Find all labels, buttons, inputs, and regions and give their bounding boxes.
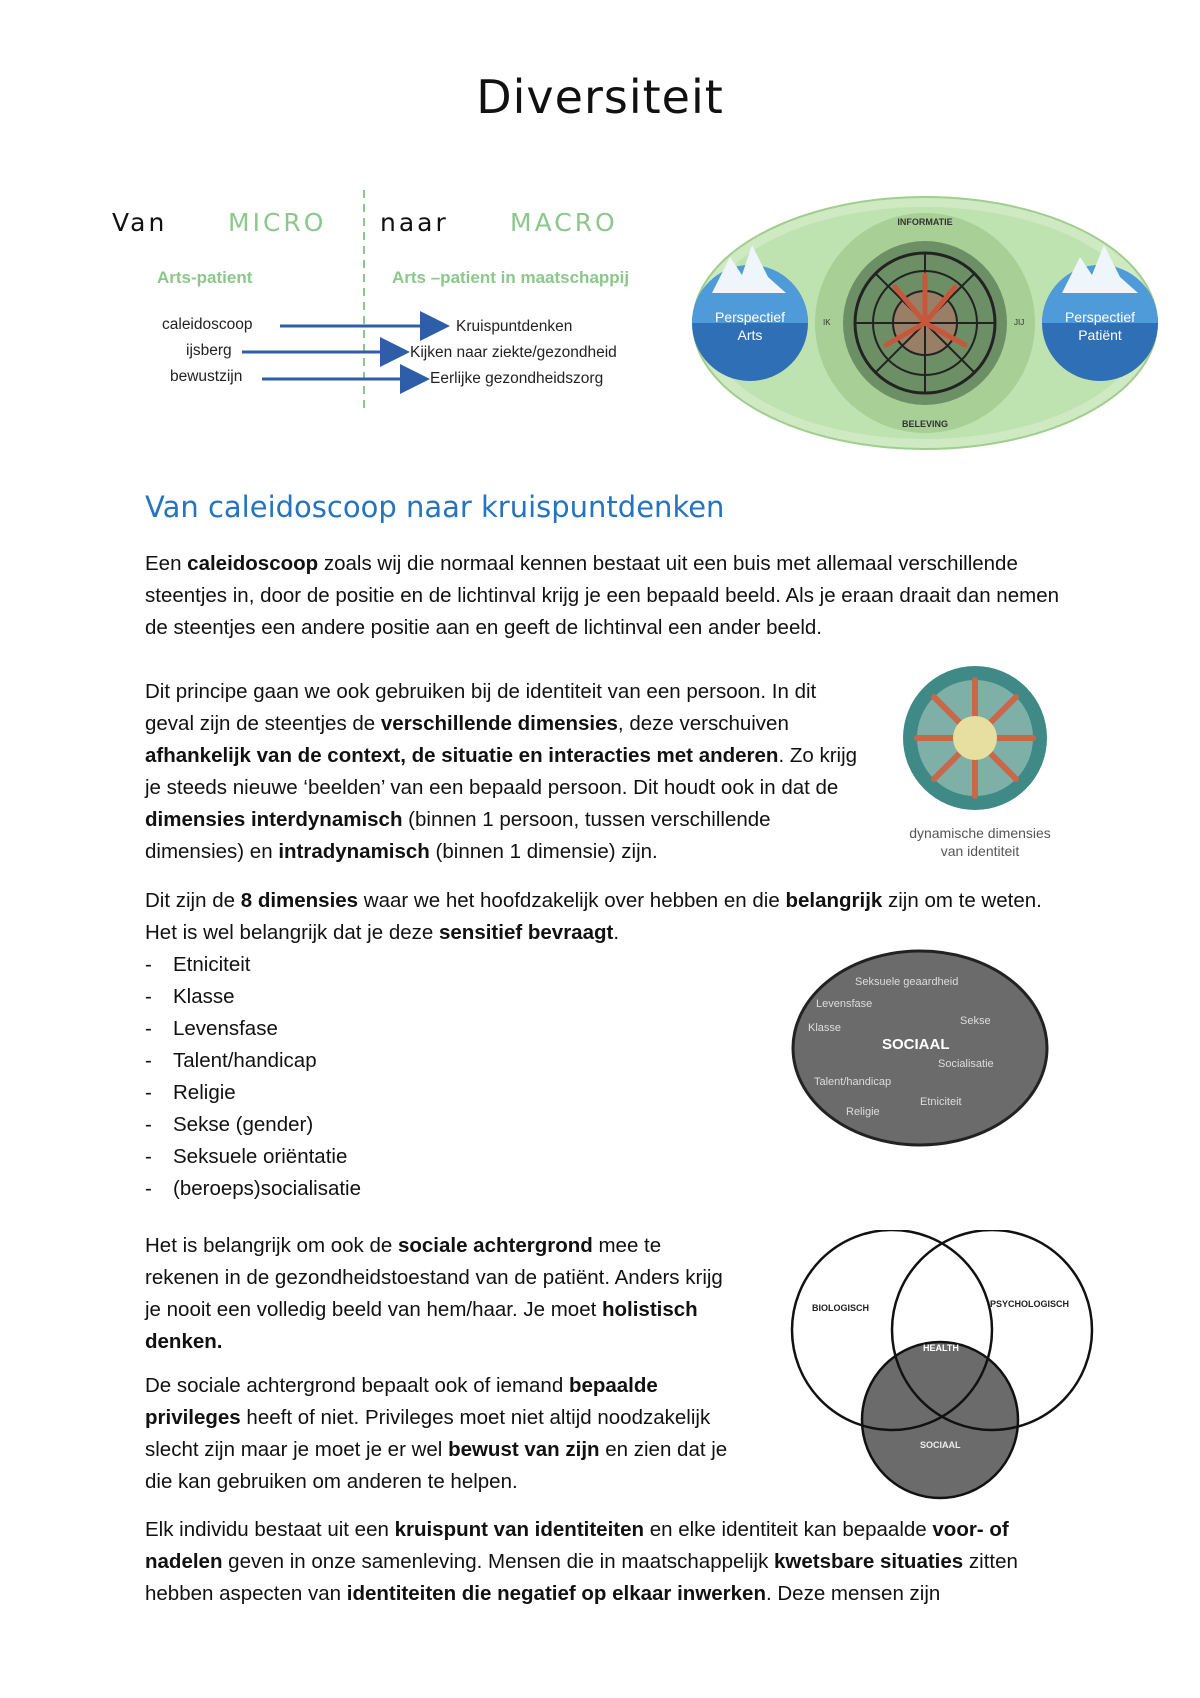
- perspective-diagram: [690, 195, 1160, 455]
- macro-word: MACRO: [510, 208, 618, 237]
- paragraph-caleidoscoop: Een caleidoscoop zoals wij die normaal kennen bestaat uit een buis met allemaal verschillende steentjes in, door de positie en de lichtinval krijg je een bepaald beeld. Als je eraan draait dan nemen de steentjes een andere positie aan en geeft de lichtinval een ander beeld.: [145, 552, 1059, 639]
- sociaal-label-etniciteit: Etniciteit: [920, 1096, 962, 1108]
- list-item: - Levensfase: [145, 1017, 278, 1040]
- sociaal-center-label: SOCIAAL: [882, 1036, 950, 1053]
- sociaal-label-seksuele-geaardheid: Seksuele geaardheid: [855, 976, 959, 988]
- list-item: - Talent/handicap: [145, 1049, 317, 1072]
- list-item: - Etniciteit: [145, 953, 251, 976]
- micro-macro-diagram: [100, 190, 660, 420]
- venn-svg: [770, 1230, 1110, 1500]
- row-from-ijsberg: ijsberg: [186, 342, 232, 359]
- sociaal-label-religie: Religie: [846, 1106, 880, 1118]
- list-item: - (beroeps)socialisatie: [145, 1177, 362, 1200]
- identity-rosette-image: [895, 658, 1055, 818]
- venn-sociaal-label: SOCIAAL: [920, 1440, 961, 1450]
- paragraph-kruispunt: Elk individu bestaat uit een kruispunt van identiteiten en elke identiteit kan bepaalde voor- of nadelen geven in onze samenleving. Mensen die in maatschappelijk kwetsbare situaties zitten hebben aspecten van identiteiten die negatief op elkaar inwerken. Deze mensen zijn: [145, 1518, 1018, 1605]
- list-item: - Klasse: [145, 985, 235, 1008]
- section-heading: Van caleidoscoop naar kruispuntdenken: [145, 490, 725, 524]
- jij-label: JIJ: [1014, 318, 1025, 327]
- sociaal-label-talent-handicap: Talent/handicap: [814, 1076, 892, 1088]
- venn-sociaal-circle: [862, 1342, 1018, 1498]
- paragraph-privileges: De sociale achtergrond bepaalt ook of iemand bepaalde privileges heeft of niet. Privileges moet niet altijd noodzakelijk slecht zijn maar je moet je er wel bewust van zijn en zien dat je die kan gebruiken om anderen te helpen.: [145, 1374, 728, 1493]
- list-item: - Sekse (gender): [145, 1113, 314, 1136]
- venn-biologisch-label: BIOLOGISCH: [812, 1303, 870, 1313]
- sociaal-label-levensfase: Levensfase: [816, 998, 873, 1010]
- sociaal-label-klasse: Klasse: [808, 1022, 842, 1034]
- row-from-bewustzijn: bewustzijn: [170, 368, 243, 385]
- perspectief-arts-label: Perspectief Arts: [714, 309, 786, 343]
- paragraph-principe: Dit principe gaan we ook gebruiken bij de identiteit van een persoon. In dit geval zijn de steentjes de verschillende dimensies, deze verschuiven afhankelijk van de context, de situatie en interacties met anderen. Zo krijg je steeds nieuwe ‘beelden’ van een bepaald persoon. Dit houdt ook in dat de dimensies interdynamisch (binnen 1 persoon, tussen verschillende dimensies) en intradynamisch (binnen 1 dimensie) zijn.: [145, 680, 858, 863]
- paragraph-dimensies: Dit zijn de 8 dimensies waar we het hoofdzakelijk over hebben en die belangrijk zijn om te weten. Het is wel belangrijk dat je deze sensitief bevraagt.: [145, 889, 1042, 944]
- venn-diagram: [770, 1230, 1110, 1500]
- left-subtitle: Arts-patient: [157, 268, 253, 287]
- row-to-eerlijke: Eerlijke gezondheidszorg: [430, 370, 604, 387]
- right-subtitle: Arts –patient in maatschappij: [392, 268, 630, 287]
- venn-health-label: HEALTH: [923, 1343, 959, 1353]
- row-to-kruispuntdenken: Kruispuntdenken: [456, 318, 573, 335]
- identity-figure: [880, 658, 1080, 868]
- identity-caption-line1: dynamische dimensies: [909, 825, 1051, 841]
- sociaal-label-sekse: Sekse: [960, 1015, 991, 1027]
- page-title: Diversiteit: [476, 70, 724, 124]
- informatie-label: INFORMATIE: [897, 217, 953, 227]
- van-word: Van: [112, 208, 168, 237]
- micro-word: MICRO: [228, 208, 327, 237]
- venn-psychologisch-label: PSYCHOLOGISCH: [990, 1299, 1070, 1309]
- identity-caption-line2: van identiteit: [940, 843, 1020, 859]
- row-to-kijken: Kijken naar ziekte/gezondheid: [410, 344, 617, 361]
- row-from-caleidoscoop: caleidoscoop: [162, 316, 253, 333]
- list-item: - Seksuele oriëntatie: [145, 1145, 348, 1168]
- naar-word: naar: [380, 208, 449, 237]
- ik-label: IK: [823, 318, 831, 327]
- sociaal-circle-figure: [790, 948, 1050, 1148]
- perspectief-patient-label: Perspectief Patiënt: [1064, 309, 1136, 343]
- sociaal-label-socialisatie: Socialisatie: [938, 1058, 994, 1070]
- beleving-label: BELEVING: [901, 419, 948, 429]
- paragraph-sociale-achtergrond: Het is belangrijk om ook de sociale achtergrond mee te rekenen in de gezondheidstoestand van de patiënt. Anders krijg je nooit een volledig beeld van hem/haar. Je moet holistisch denken.: [145, 1234, 723, 1353]
- dimensions-list: [145, 949, 545, 1205]
- list-item: - Religie: [145, 1081, 236, 1104]
